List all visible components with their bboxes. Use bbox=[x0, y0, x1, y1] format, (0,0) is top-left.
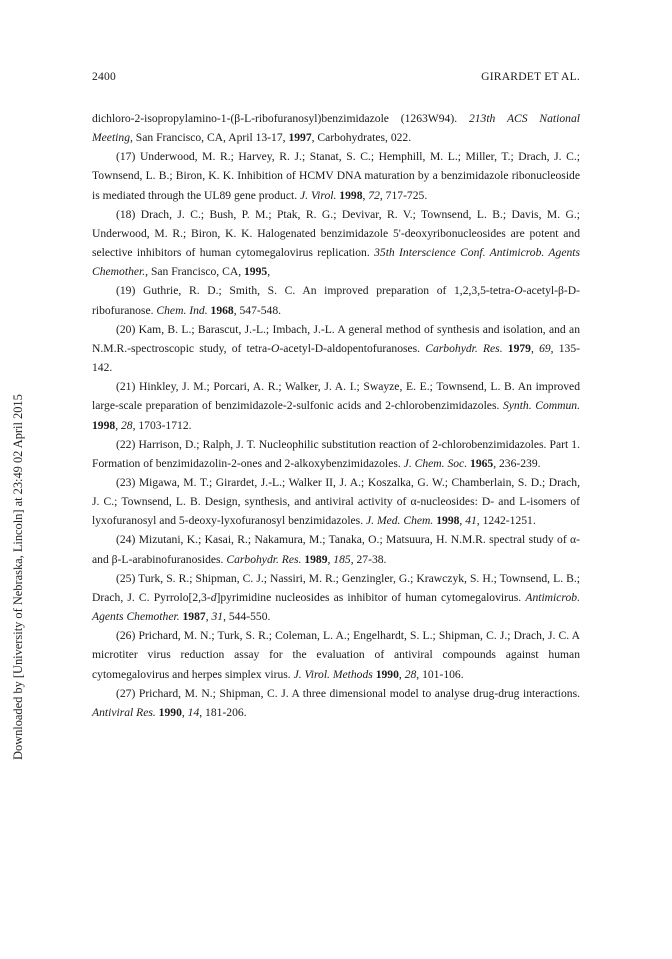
reference-source: 213th ACS National Meeting, bbox=[92, 112, 580, 145]
reference-source: J. Chem. Soc. bbox=[403, 456, 468, 470]
reference-volume: 28 bbox=[120, 418, 133, 432]
reference-volume: 72 bbox=[368, 188, 380, 202]
reference-number: (17) bbox=[116, 150, 136, 164]
page-number: 2400 bbox=[92, 70, 116, 83]
reference-23: (23) Migawa, M. T.; Girardet, J.-L.; Walker II, J. A.; Koszalka, G. W.; Chamberlain, S. D.; Drach, J. C.; Townsend, L. B. Design, synthesis, and antiviral activity of α-nucleosides: D- and L-isomers of lyxofuranosyl and 5-deoxy-lyxofuranosyl benzimidazoles. J. Med. Chem. 1998, 41, 1242-1251. bbox=[92, 475, 580, 528]
reference-number: (23) bbox=[116, 475, 136, 489]
reference-number: (21) bbox=[116, 380, 136, 394]
reference-year: 1998 bbox=[339, 188, 363, 202]
reference-18: (18) Drach, J. C.; Bush, P. M.; Ptak, R. G.; Devivar, R. V.; Townsend, L. B.; Davis, M. G.; Underwood, M. R.; Biron, K. K. Halogenated benzimidazole 5'-deoxyribonucleosides are potent and selective inhibitors of human cytomegalovirus replication. 35th Interscience Conf. Antimicrob. Agents Chemother., San Francisco, CA, 1995, bbox=[92, 207, 580, 279]
reference-19: (19) Guthrie, R. D.; Smith, S. C. An improved preparation of 1,2,3,5-tetra-O-acetyl-β-D-ribofuranose. Chem. Ind. 1968, 547-548. bbox=[92, 284, 580, 317]
reference-17: (17) Underwood, M. R.; Harvey, R. J.; Stanat, S. C.; Hemphill, M. L.; Miller, T.; Drach, J. C.; Townsend, L. B.; Biron, K. K. Inhibition of HCMV DNA maturation by a benzimidazole ribonucleoside is mediated through the UL89 gene product. J. Virol. 1998, 72, 717-725. bbox=[92, 150, 580, 202]
reference-list bbox=[92, 109, 580, 722]
reference-22: (22) Harrison, D.; Ralph, J. T. Nucleophilic substitution reaction of 2-chlorobenzimidazoles. Part 1. Formation of benzimidazolin-2-ones and 2-alkoxybenzimidazoles. J. Chem. Soc. 1965, 236-239. bbox=[92, 437, 580, 470]
reference-number: (24) bbox=[116, 533, 136, 547]
reference-source: Chem. Ind. bbox=[156, 303, 208, 317]
reference-year: 1989 bbox=[304, 552, 328, 566]
reference-year: 1998 bbox=[92, 418, 116, 432]
reference-year: 1995 bbox=[244, 265, 268, 279]
reference-number: (26) bbox=[116, 629, 136, 643]
reference-25: (25) Turk, S. R.; Shipman, C. J.; Nassiri, M. R.; Genzingler, G.; Krawczyk, S. H.; Townsend, L. B.; Drach, J. C. Pyrrolo[2,3-d]pyrimidine nucleosides as inhibitor of human cytomegalovirus. Antimicrob. Agents Chemother. 1987, 31, 544-550. bbox=[92, 571, 580, 624]
reference-volume: 185 bbox=[333, 552, 351, 566]
running-head: GIRARDET ET AL. bbox=[481, 70, 580, 83]
page-header bbox=[92, 70, 580, 86]
reference-20: (20) Kam, B. L.; Barascut, J.-L.; Imbach, J.-L. A general method of synthesis and isolation, and an N.M.R.-spectroscopic study, of tetra-O-acetyl-D-aldopentofuranoses. Carbohydr. Res. 1979, 69, 135-142. bbox=[92, 322, 580, 375]
reference-year: 1965 bbox=[470, 456, 494, 470]
reference-number: (18) bbox=[116, 207, 136, 221]
reference-24: (24) Mizutani, K.; Kasai, R.; Nakamura, M.; Tanaka, O.; Matsuura, H. N.M.R. spectral study of α- and β-L-arabinofuranosides. Carbohydr. Res. 1989, 185, 27-38. bbox=[92, 533, 580, 566]
reference-source: J. Virol. bbox=[300, 188, 337, 202]
reference-number: (20) bbox=[116, 322, 136, 336]
reference-continuation: dichloro-2-isopropylamino-1-(β-L-ribofuranosyl)benzimidazole (1263W94). 213th ACS National Meeting, San Francisco, CA, April 13-17, 1997, Carbohydrates, 022. bbox=[92, 112, 580, 145]
reference-21: (21) Hinkley, J. M.; Porcari, A. R.; Walker, J. A. I.; Swayze, E. E.; Townsend, L. B. An improved large-scale preparation of benzimidazole-2-sulfonic acids and 2-chlorobenzimidazoles. Synth. Commun. 1998, 28, 1703-1712. bbox=[92, 380, 580, 432]
reference-source: Antimicrob. Agents Chemother. bbox=[92, 590, 580, 624]
reference-27: (27) Prichard, M. N.; Shipman, C. J. A three dimensional model to analyse drug-drug interactions. Antiviral Res. 1990, 14, 181-206. bbox=[92, 686, 580, 719]
reference-number: (19) bbox=[116, 284, 136, 298]
reference-year: 1990 bbox=[375, 667, 399, 681]
reference-source: Antiviral Res. bbox=[92, 705, 156, 719]
reference-year: 1968 bbox=[210, 303, 234, 317]
reference-year: 1990 bbox=[158, 705, 182, 719]
reference-number: (22) bbox=[116, 437, 136, 451]
reference-source: J. Med. Chem. bbox=[366, 514, 434, 528]
reference-volume: 41 bbox=[465, 514, 477, 528]
reference-volume: 14 bbox=[187, 705, 200, 719]
reference-source: 35th Interscience Conf. Antimicrob. Agents Chemother. bbox=[92, 246, 580, 279]
reference-year: 1997 bbox=[288, 131, 312, 145]
reference-source: J. Virol. Methods bbox=[293, 667, 373, 681]
reference-volume: 28 bbox=[404, 667, 417, 681]
reference-volume: 31 bbox=[211, 610, 224, 624]
reference-volume: 69 bbox=[539, 341, 551, 355]
reference-source: Synth. Commun. bbox=[502, 399, 580, 413]
download-watermark: Downloaded by [University of Nebraska, Lincoln] at 23:49 02 April 2015 bbox=[11, 394, 25, 760]
reference-year: 1987 bbox=[182, 610, 206, 624]
reference-number: (25) bbox=[116, 571, 136, 585]
reference-source: Carbohydr. Res. bbox=[226, 552, 302, 566]
reference-number: (27) bbox=[116, 686, 136, 700]
reference-year: 1979 bbox=[507, 341, 531, 355]
reference-year: 1998 bbox=[436, 514, 460, 528]
reference-26: (26) Prichard, M. N.; Turk, S. R.; Coleman, L. A.; Engelhardt, S. L.; Shipman, C. J.; Drach, J. C. A microtiter virus reduction assay for the evaluation of antiviral compounds against human cytomegalovirus and herpes simplex virus. J. Virol. Methods 1990, 28, 101-106. bbox=[92, 629, 580, 681]
reference-source: Carbohydr. Res. bbox=[425, 341, 503, 355]
